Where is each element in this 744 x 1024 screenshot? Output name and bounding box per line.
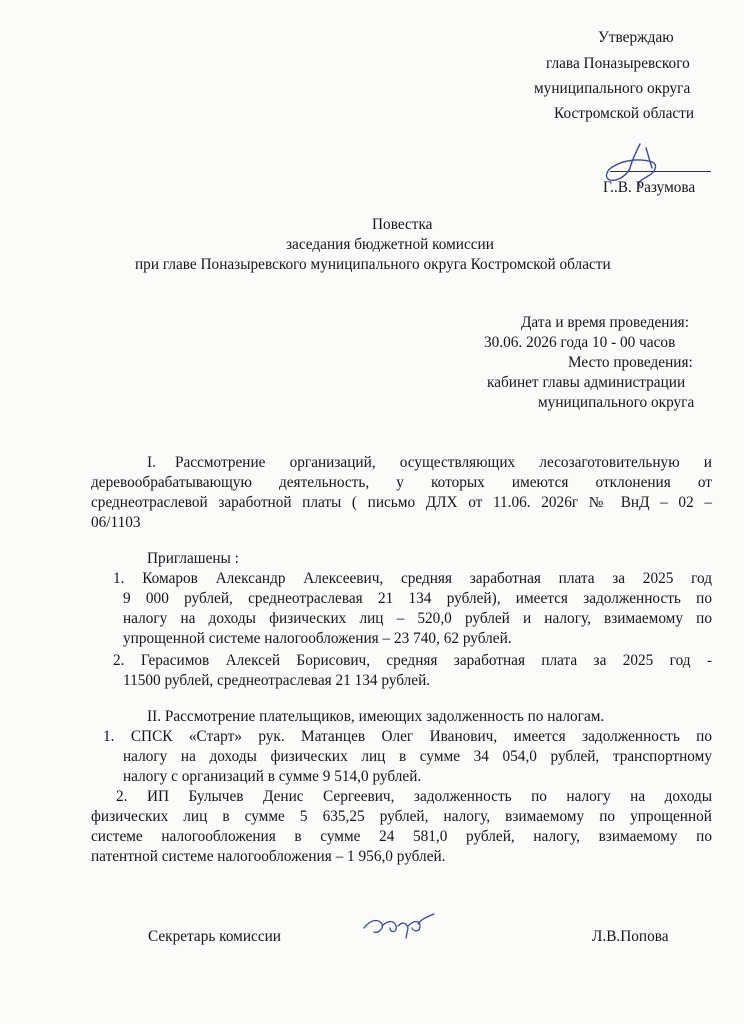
meeting-place-line-2: муниципального округа: [538, 394, 695, 411]
section1-line-1: Рассмотрение организаций, осуществляющих лесозаготовительную и: [175, 454, 712, 471]
invited-item2-line-2: 11500 рублей, среднеотраслевая 21 134 рублей.: [123, 672, 431, 689]
secretary-label: Секретарь комиссии: [148, 928, 281, 945]
approval-line-1: Утверждаю: [598, 29, 674, 46]
section2-item2-line-2: физических лиц в сумме 5 635,25 рублей, налогу, взимаемому по упрощенной: [91, 808, 712, 825]
section1-line-3: среднеотраслевой заработной платы ( письмо ДЛХ от 11.06. 2026г № ВнД – 02 –: [91, 494, 712, 511]
section2-item2-line-1: 2. ИП Булычев Денис Сергеевич, задолженность по налогу на доходы: [116, 788, 712, 805]
invited-label: Приглашены :: [147, 550, 239, 567]
invited-item1-line-2: 9 000 рублей, среднеотраслевая 21 134 рублей), имеется задолженность по: [123, 590, 712, 607]
meeting-date-value: 30.06. 2026 года 10 - 00 часов: [484, 334, 676, 351]
section1-line-2: деревообрабатывающую деятельность, у которых имеются отклонения от: [91, 474, 712, 491]
section2-item1-line-3: налогу с организаций в сумме 9 514,0 рублей.: [123, 768, 422, 785]
title-line-1: Повестка: [372, 216, 433, 233]
approval-line-4: Костромской области: [554, 105, 695, 122]
approval-line-2: глава Поназыревского: [546, 55, 690, 72]
section2-item1-line-2: налогу на доходы физических лиц в сумме 34 054,0 рублей, транспортному: [123, 748, 712, 765]
title-line-2: заседания бюджетной комиссии: [286, 236, 494, 253]
section2-item1-line-1: 1. СПСК «Старт» рук. Матанцев Олег Иванович, имеется задолженность по: [103, 728, 712, 745]
section2-item2-line-4: патентной системе налогообложения – 1 956,0 рублей.: [91, 848, 446, 865]
section1-numeral: I.: [147, 454, 156, 471]
secretary-name: Л.В.Попова: [592, 928, 669, 945]
invited-item1-line-1: 1. Комаров Александр Алексеевич, средняя заработная плата за 2025 год: [113, 570, 712, 587]
meeting-place-line-1: кабинет главы администрации: [487, 374, 686, 391]
section2-heading: II. Рассмотрение плательщиков, имеющих задолженность по налогам.: [147, 708, 605, 725]
approval-line-3: муниципального округа: [534, 80, 691, 97]
meeting-date-label: Дата и время проведения:: [521, 314, 689, 331]
invited-item1-line-4: упрощенной системе налогообложения – 23 740, 62 рублей.: [123, 630, 512, 647]
approval-signer: Г..В. Разумова: [603, 179, 696, 196]
title-line-3: при главе Поназыревского муниципального округа Костромской области: [135, 256, 611, 273]
invited-item2-line-1: 2. Герасимов Алексей Борисович, средняя заработная плата за 2025 год -: [113, 652, 712, 669]
secretary-signature: [360, 910, 440, 950]
invited-item1-line-3: налогу на доходы физических лиц – 520,0 рублей и налогу, взимаемому по: [123, 610, 712, 627]
section2-item2-line-3: системе налогообложения в сумме 24 581,0 рублей, налогу, взимаемому по: [91, 828, 712, 845]
meeting-place-label: Место проведения:: [568, 354, 693, 371]
section1-line-4: 06/1103: [91, 514, 141, 531]
